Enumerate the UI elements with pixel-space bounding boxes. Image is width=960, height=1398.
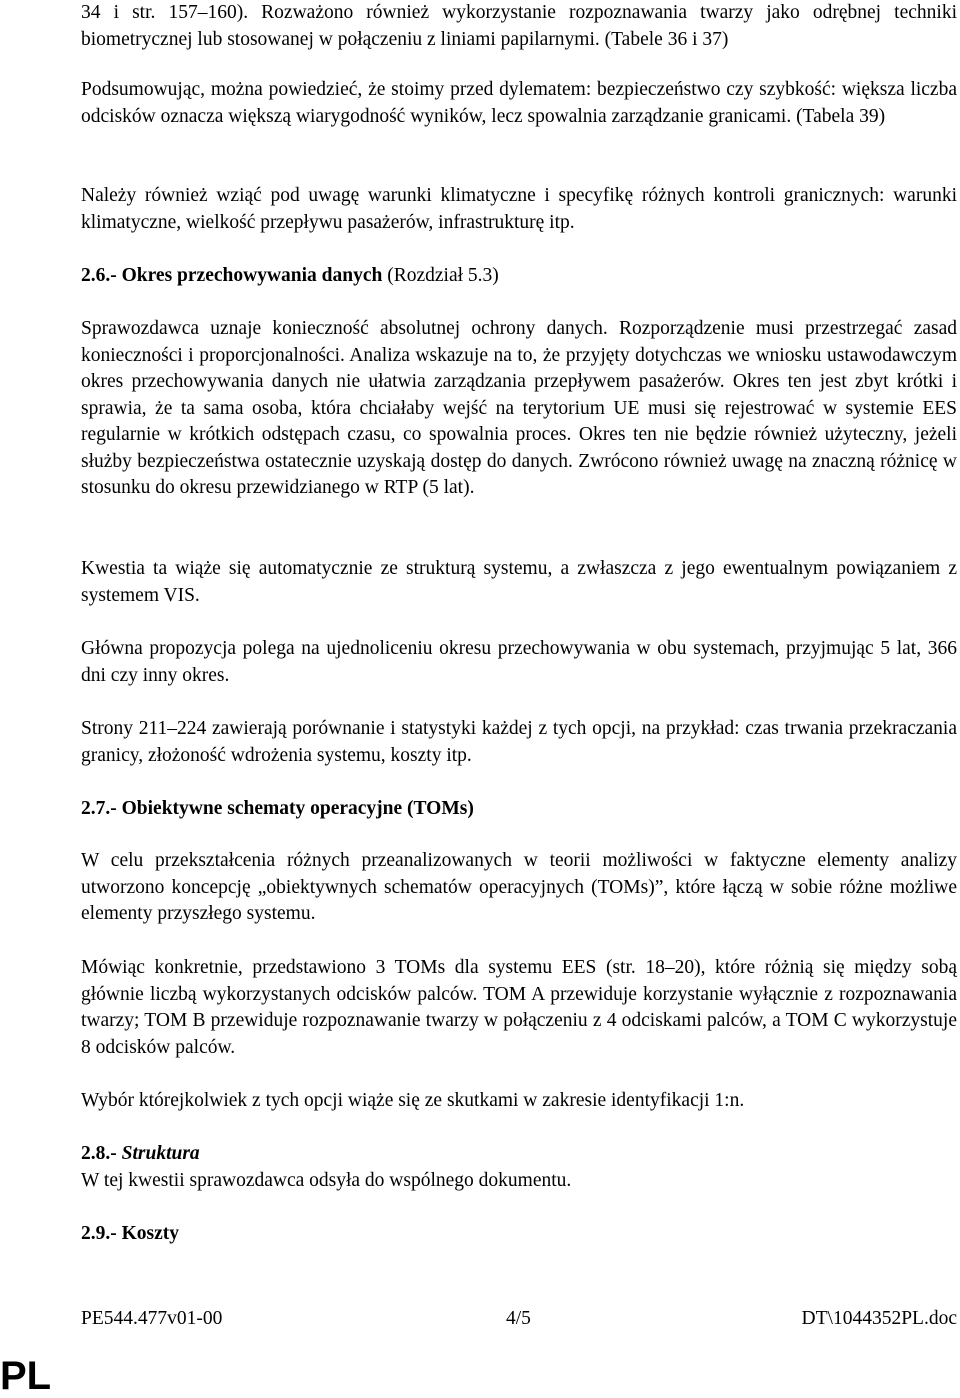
footer-page-number: 4/5 <box>506 1308 531 1329</box>
paragraph-identification: Wybór którejkolwiek z tych opcji wiąże się ze skutkami w zakresie identyfikacji 1:n. <box>81 1090 745 1111</box>
heading-2-7: 2.7.- Obiektywne schematy operacyjne (TOMs) <box>81 798 474 819</box>
paragraph-data-protection: Sprawozdawca uznaje konieczność absolutnej ochrony danych. Rozporządzenie musi przestrzegać zasad konieczności i proporcjonalności. Analiza wskazuje na to, że przyjęty dotychczas we wniosku ustawodawczym okres przechowywania danych nie ułatwia zarządzania przepływem pasażerów. Okres ten jest zbyt krótki i sprawia, że ta sama osoba, która chciałaby wejść na terytorium UE musi się rejestrować w systemie EES regularnie w krótkich odstępach czasu, co spowalnia proces. Okres ten nie będzie również użyteczny, jeżeli służby bezpieczeństwa ostatecznie uzyskają dostęp do danych. Zwrócono również uwagę na znaczną różnicę w stosunku do okresu przewidzianego w RTP (5 lat). <box>81 318 957 498</box>
paragraph-vis-link: Kwestia ta wiąże się automatycznie ze strukturą systemu, a zwłaszcza z jego ewentualnym powiązaniem z systemem VIS. <box>81 558 957 606</box>
paragraph-structure: W tej kwestii sprawozdawca odsyła do wspólnego dokumentu. <box>81 1170 572 1191</box>
paragraph-summary-dilemma: Podsumowując, można powiedzieć, że stoimy przed dylematem: bezpieczeństwo czy szybkość: większa liczba odcisków oznacza większą wiarygodność wyników, lecz spowalnia zarządzanie granicami. (Tabela 39) <box>81 79 957 127</box>
heading-2-6 <box>81 263 957 290</box>
heading-2-8 <box>81 1141 957 1168</box>
page-footer <box>81 1306 957 1332</box>
footer-document-code: DT\1044352PL.doc <box>801 1308 957 1329</box>
heading-2-6-title: 2.6.- Okres przechowywania danych <box>81 265 383 286</box>
paragraph-toms-details: Mówiąc konkretnie, przedstawiono 3 TOMs dla systemu EES (str. 18–20), które różnią się między sobą głównie liczbą wykorzystanych odcisków palców. TOM A przewiduje korzystanie wyłącznie z rozpoznawania twarzy; TOM B przewiduje rozpoznawanie twarzy w połączeniu z 4 odciskami palców, a TOM C wykorzystuje 8 odcisków palców. <box>81 957 957 1058</box>
language-label: PL <box>0 1354 52 1398</box>
footer-reference: PE544.477v01-00 <box>81 1308 223 1329</box>
heading-2-8-title: Struktura <box>121 1143 200 1164</box>
paragraph-face-recognition: 34 i str. 157–160). Rozważono również wykorzystanie rozpoznawania twarzy jako odrębnej techniki biometrycznej lub stosowanej w połączeniu z liniami papilarnymi. (Tabele 36 i 37) <box>81 2 957 50</box>
paragraph-pages-comparison: Strony 211–224 zawierają porównanie i statystyki każdej z tych opcji, na przykład: czas trwania przekraczania granicy, złożoność wdrożenia systemu, koszty itp. <box>81 718 957 766</box>
paragraph-main-proposal: Główna propozycja polega na ujednoliceniu okresu przechowywania w obu systemach, przyjmując 5 lat, 366 dni czy inny okres. <box>81 638 957 686</box>
heading-2-8-number: 2.8.- <box>81 1143 122 1164</box>
paragraph-toms-concept: W celu przekształcenia różnych przeanalizowanych w teorii możliwości w faktyczne elementy analizy utworzono koncepcję „obiektywnych schematów operacyjnych (TOMs)”, które łączą w sobie różne możliwe elementy przyszłego systemu. <box>81 850 957 924</box>
paragraph-climate-conditions: Należy również wziąć pod uwagę warunki klimatyczne i specyfikę różnych kontroli granicznych: warunki klimatyczne, wielkość przepływu pasażerów, infrastrukturę itp. <box>81 185 957 233</box>
heading-2-9: 2.9.- Koszty <box>81 1223 180 1244</box>
heading-2-6-chapter: (Rozdział 5.3) <box>382 265 499 286</box>
